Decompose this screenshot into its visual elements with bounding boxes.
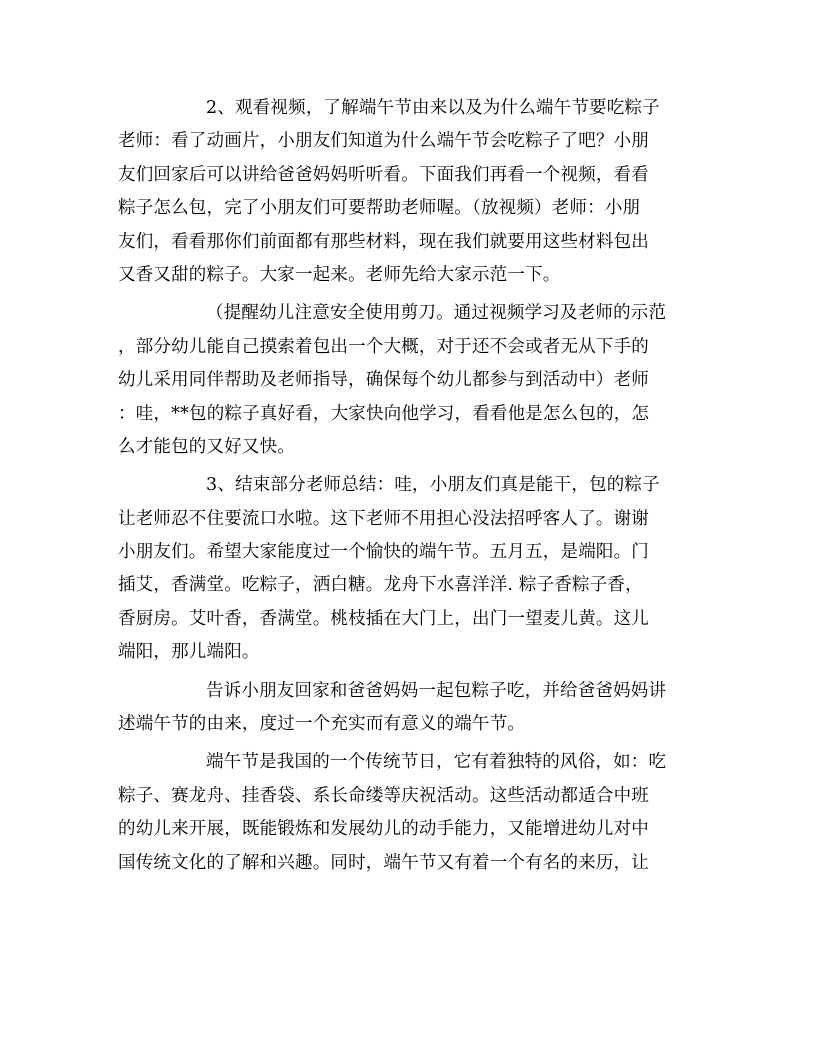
text-line: 插艾，香满堂。吃粽子，洒白糖。龙舟下水喜洋洋. 粽子香粽子香， — [118, 575, 643, 596]
text-line: 幼儿采用同伴帮助及老师指导，确保每个幼儿都参与到活动中）老师 — [118, 370, 649, 391]
text-line: 友们回家后可以讲给爸爸妈妈听听看。下面我们再看一个视频，看看 — [118, 164, 649, 185]
text-line: 粽子怎么包，完了小朋友们可要帮助老师喔。（放视频）老师：小朋 — [118, 198, 641, 219]
text-line: 2、观看视频，了解端午节由来以及为什么端午节要吃粽子 — [206, 98, 660, 118]
text-line: 小朋友们。希望大家能度过一个愉快的端午节。五月五，是端阳。门 — [118, 542, 649, 563]
text-line: 告诉小朋友回家和爸爸妈妈一起包粽子吃，并给爸爸妈妈讲 — [206, 680, 667, 701]
text-line: 粽子、赛龙舟、挂香袋、系长命缕等庆祝活动。这些活动都适合中班 — [118, 785, 649, 806]
text-line: 国传统文化的了解和兴趣。同时，端午节又有着一个有名的来历，让 — [118, 852, 649, 873]
text-line: 端午节是我国的一个传统节日，它有着独特的风俗，如：吃 — [206, 752, 667, 773]
document-body — [118, 92, 688, 880]
paragraph-1 — [118, 92, 688, 292]
text-line: 友们，看看那你们前面都有那些材料，现在我们就要用这些材料包出 — [118, 231, 649, 252]
text-line: 么才能包的又好又快。 — [118, 436, 295, 457]
text-line: 又香又甜的粽子。大家一起来。老师先给大家示范一下。 — [118, 264, 561, 285]
text-line: （提醒幼儿注意安全使用剪刀。通过视频学习及老师的示范 — [206, 303, 667, 324]
paragraph-4 — [118, 675, 688, 742]
text-line: 的幼儿来开展，既能锻炼和发展幼儿的动手能力，又能增进幼儿对中 — [118, 819, 649, 840]
text-line: 述端午节的由来，度过一个充实而有意义的端午节。 — [118, 714, 526, 735]
paragraph-5 — [118, 746, 688, 880]
text-line: 老师：看了动画片，小朋友们知道为什么端午节会吃粽子了吧？小朋 — [118, 131, 649, 152]
text-line: 端阳，那儿端阳。 — [118, 642, 260, 663]
text-line: 3、结束部分老师总结：哇，小朋友们真是能干，包的粽子 — [206, 475, 660, 496]
paragraph-2 — [118, 297, 688, 464]
text-line: 香厨房。艾叶香，香满堂。桃枝插在大门上，出门一望麦儿黄。这儿 — [118, 608, 649, 629]
paragraph-3 — [118, 469, 688, 669]
text-line: ：哇，**包的粽子真好看，大家快向他学习，看看他是怎么包的，怎 — [118, 403, 650, 424]
text-line: 让老师忍不住要流口水啦。这下老师不用担心没法招呼客人了。谢谢 — [118, 508, 649, 529]
text-line: ，部分幼儿能自己摸索着包出一个大概，对于还不会或者无从下手的 — [118, 336, 649, 357]
